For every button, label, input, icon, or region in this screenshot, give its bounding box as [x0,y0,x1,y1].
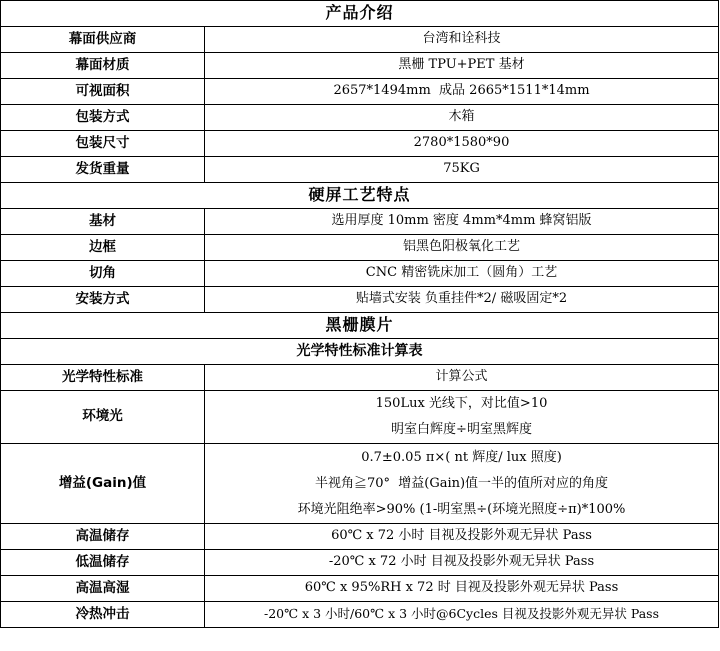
spec-value: 2780*1580*90 [205,131,719,157]
spec-row [1,209,719,235]
spec-label: 高温储存 [1,524,205,550]
spec-label: 包装方式 [1,105,205,131]
spec-value-line: 明室白辉度÷明室黑辉度 [391,422,532,437]
spec-value: 木箱 [205,105,719,131]
spec-value [205,391,719,444]
spec-row [1,27,719,53]
spec-row [1,576,719,602]
spec-label: 发货重量 [1,157,205,183]
spec-row [1,287,719,313]
spec-value: -20℃ x 72 小时 目视及投影外观无异状 Pass [205,550,719,576]
spec-row [1,105,719,131]
spec-value: 2657*1494mm 成品 2665*1511*14mm [205,79,719,105]
spec-label: 包装尺寸 [1,131,205,157]
spec-value: 60℃ x 72 小时 目视及投影外观无异状 Pass [205,524,719,550]
spec-row [1,550,719,576]
spec-label: 高温高湿 [1,576,205,602]
spec-value: 铝黑色阳极氧化工艺 [205,235,719,261]
spec-label: 环境光 [1,391,205,444]
spec-label: 幕面材质 [1,53,205,79]
section-title-film: 黑栅膜片 [1,313,719,339]
spec-value: 选用厚度 10mm 密度 4mm*4mm 蜂窝铝版 [205,209,719,235]
spec-row [1,53,719,79]
spec-row [1,524,719,550]
spec-label: 增益(Gain)值 [1,444,205,524]
spec-value: 黑栅 TPU+PET 基材 [205,53,719,79]
subsection-header-row [1,339,719,365]
spec-row [1,602,719,628]
spec-value: 75KG [205,157,719,183]
spec-value-line: 环境光阻绝率>90% (1-明室黑÷(环境光照度÷π)*100% [297,501,626,517]
spec-label: 安装方式 [1,287,205,313]
spec-row [1,235,719,261]
spec-label: 切角 [1,261,205,287]
column-header-standard: 光学特性标准 [1,365,205,391]
column-header-formula: 计算公式 [205,365,719,391]
spec-row [1,365,719,391]
spec-label: 幕面供应商 [1,27,205,53]
spec-label: 低温储存 [1,550,205,576]
spec-row [1,444,719,524]
spec-value [205,444,719,524]
section-header-row [1,183,719,209]
section-header-row [1,313,719,339]
spec-value-line: 0.7±0.05 π×( nt 辉度/ lux 照度) [361,449,562,465]
spec-value: 贴墙式安装 负重挂件*2/ 磁吸固定*2 [205,287,719,313]
spec-value: -20℃ x 3 小时/60℃ x 3 小时@6Cycles 目视及投影外观无异状 Pass [205,602,719,628]
spec-label: 冷热冲击 [1,602,205,628]
spec-value: CNC 精密铣床加工（圆角）工艺 [205,261,719,287]
spec-label: 基材 [1,209,205,235]
spec-value: 台湾和诠科技 [205,27,719,53]
spec-row [1,157,719,183]
section-title-optical-table: 光学特性标准计算表 [1,339,719,365]
section-header-row [1,1,719,27]
section-title-product-intro: 产品介绍 [1,1,719,27]
spec-label: 可视面积 [1,79,205,105]
spec-value: 60℃ x 95%RH x 72 时 目视及投影外观无异状 Pass [205,576,719,602]
spec-label: 边框 [1,235,205,261]
spec-row [1,131,719,157]
spec-value-line: 150Lux 光线下，对比值>10 [375,396,548,411]
section-title-hard-screen: 硬屏工艺特点 [1,183,719,209]
spec-row [1,261,719,287]
spec-value-line: 半视角≧70° 增益(Gain)值一半的值所对应的角度 [314,475,609,491]
spec-row [1,79,719,105]
spec-row [1,391,719,444]
